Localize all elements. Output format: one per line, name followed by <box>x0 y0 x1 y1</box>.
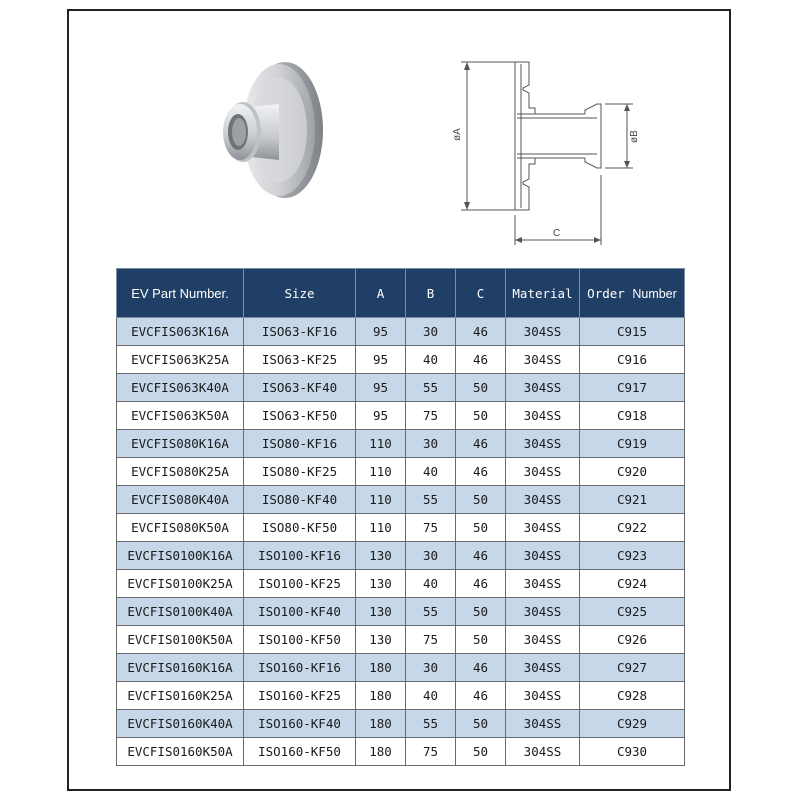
cell-part: EVCFIS080K16A <box>117 430 244 458</box>
cell-c: 50 <box>456 374 506 402</box>
dimension-a-label: øA <box>452 128 463 141</box>
table-row <box>117 374 685 402</box>
cell-part: EVCFIS080K25A <box>117 458 244 486</box>
cell-c: 46 <box>456 682 506 710</box>
cell-size: ISO100-KF40 <box>244 598 356 626</box>
table-row <box>117 486 685 514</box>
cell-material: 304SS <box>506 318 580 346</box>
technical-drawing <box>452 50 655 250</box>
cell-order: C926 <box>580 626 685 654</box>
cell-material: 304SS <box>506 598 580 626</box>
cell-c: 50 <box>456 514 506 542</box>
cell-size: ISO80-KF25 <box>244 458 356 486</box>
cell-order: C921 <box>580 486 685 514</box>
cell-size: ISO100-KF50 <box>244 626 356 654</box>
header-c: C <box>456 269 506 318</box>
cell-b: 75 <box>406 738 456 766</box>
cell-part: EVCFIS063K40A <box>117 374 244 402</box>
cell-size: ISO160-KF40 <box>244 710 356 738</box>
cell-size: ISO80-KF16 <box>244 430 356 458</box>
dimension-c-label: C <box>553 228 561 239</box>
header-size: Size <box>244 269 356 318</box>
cell-a: 130 <box>356 626 406 654</box>
table-row <box>117 542 685 570</box>
cell-b: 30 <box>406 430 456 458</box>
cell-a: 180 <box>356 654 406 682</box>
table-row <box>117 430 685 458</box>
table-row <box>117 346 685 374</box>
cell-b: 40 <box>406 570 456 598</box>
product-photo <box>205 60 330 210</box>
cell-b: 30 <box>406 542 456 570</box>
cell-order: C920 <box>580 458 685 486</box>
cell-part: EVCFIS0100K50A <box>117 626 244 654</box>
cell-b: 40 <box>406 682 456 710</box>
cell-c: 46 <box>456 542 506 570</box>
table-row <box>117 598 685 626</box>
cell-part: EVCFIS0100K25A <box>117 570 244 598</box>
cell-c: 46 <box>456 346 506 374</box>
cell-b: 75 <box>406 626 456 654</box>
cell-a: 95 <box>356 374 406 402</box>
cell-c: 50 <box>456 710 506 738</box>
table-row <box>117 710 685 738</box>
header-part-number: EV Part Number. <box>117 269 244 318</box>
cell-b: 40 <box>406 458 456 486</box>
cell-c: 50 <box>456 402 506 430</box>
cell-part: EVCFIS0160K16A <box>117 654 244 682</box>
cell-a: 130 <box>356 598 406 626</box>
cell-material: 304SS <box>506 738 580 766</box>
header-a: A <box>356 269 406 318</box>
cell-c: 46 <box>456 654 506 682</box>
cell-material: 304SS <box>506 458 580 486</box>
cell-a: 110 <box>356 430 406 458</box>
cell-a: 110 <box>356 486 406 514</box>
cell-order: C929 <box>580 710 685 738</box>
cell-c: 50 <box>456 598 506 626</box>
cell-part: EVCFIS0160K25A <box>117 682 244 710</box>
cell-order: C923 <box>580 542 685 570</box>
cell-c: 46 <box>456 430 506 458</box>
table-row <box>117 682 685 710</box>
cell-b: 30 <box>406 654 456 682</box>
cell-material: 304SS <box>506 402 580 430</box>
cell-c: 46 <box>456 458 506 486</box>
cell-size: ISO63-KF50 <box>244 402 356 430</box>
cell-c: 50 <box>456 738 506 766</box>
cell-b: 55 <box>406 598 456 626</box>
cell-part: EVCFIS063K16A <box>117 318 244 346</box>
cell-a: 95 <box>356 346 406 374</box>
cell-part: EVCFIS0160K50A <box>117 738 244 766</box>
cell-material: 304SS <box>506 710 580 738</box>
cell-size: ISO100-KF16 <box>244 542 356 570</box>
cell-b: 75 <box>406 514 456 542</box>
table-row <box>117 458 685 486</box>
cell-size: ISO160-KF25 <box>244 682 356 710</box>
cell-a: 130 <box>356 570 406 598</box>
cell-part: EVCFIS0100K40A <box>117 598 244 626</box>
cell-b: 55 <box>406 374 456 402</box>
cell-part: EVCFIS063K25A <box>117 346 244 374</box>
cell-b: 30 <box>406 318 456 346</box>
cell-order: C919 <box>580 430 685 458</box>
cell-a: 95 <box>356 402 406 430</box>
cell-order: C930 <box>580 738 685 766</box>
cell-size: ISO80-KF50 <box>244 514 356 542</box>
cell-material: 304SS <box>506 626 580 654</box>
cell-material: 304SS <box>506 430 580 458</box>
table-row <box>117 738 685 766</box>
header-material: Material <box>506 269 580 318</box>
cell-a: 180 <box>356 682 406 710</box>
cell-part: EVCFIS080K40A <box>117 486 244 514</box>
header-order-word: Order <box>587 285 625 301</box>
cell-order: C917 <box>580 374 685 402</box>
cell-order: C922 <box>580 514 685 542</box>
cell-c: 50 <box>456 486 506 514</box>
cell-part: EVCFIS0100K16A <box>117 542 244 570</box>
cell-material: 304SS <box>506 374 580 402</box>
cell-b: 75 <box>406 402 456 430</box>
cell-b: 40 <box>406 346 456 374</box>
cell-size: ISO63-KF25 <box>244 346 356 374</box>
cell-a: 130 <box>356 542 406 570</box>
table-row <box>117 654 685 682</box>
cell-size: ISO160-KF50 <box>244 738 356 766</box>
cell-a: 110 <box>356 514 406 542</box>
cell-c: 50 <box>456 626 506 654</box>
table-row <box>117 318 685 346</box>
cell-c: 46 <box>456 570 506 598</box>
cell-order: C927 <box>580 654 685 682</box>
cell-size: ISO63-KF40 <box>244 374 356 402</box>
table-row <box>117 626 685 654</box>
cell-order: C925 <box>580 598 685 626</box>
spec-table <box>116 268 685 766</box>
cell-a: 180 <box>356 710 406 738</box>
cell-a: 95 <box>356 318 406 346</box>
cell-c: 46 <box>456 318 506 346</box>
table-row <box>117 514 685 542</box>
cell-order: C915 <box>580 318 685 346</box>
cell-material: 304SS <box>506 514 580 542</box>
cell-material: 304SS <box>506 346 580 374</box>
cell-part: EVCFIS063K50A <box>117 402 244 430</box>
cell-material: 304SS <box>506 654 580 682</box>
cell-size: ISO100-KF25 <box>244 570 356 598</box>
cell-b: 55 <box>406 710 456 738</box>
cell-part: EVCFIS0160K40A <box>117 710 244 738</box>
header-number-word: Number <box>632 286 677 301</box>
cell-material: 304SS <box>506 486 580 514</box>
cell-order: C924 <box>580 570 685 598</box>
dimension-b-label: øB <box>629 130 640 143</box>
cell-material: 304SS <box>506 542 580 570</box>
cell-order: C928 <box>580 682 685 710</box>
cell-size: ISO80-KF40 <box>244 486 356 514</box>
cell-material: 304SS <box>506 570 580 598</box>
header-b: B <box>406 269 456 318</box>
cell-material: 304SS <box>506 682 580 710</box>
cell-order: C916 <box>580 346 685 374</box>
cell-part: EVCFIS080K50A <box>117 514 244 542</box>
cell-size: ISO160-KF16 <box>244 654 356 682</box>
cell-a: 180 <box>356 738 406 766</box>
header-order-number <box>580 269 685 318</box>
table-header-row <box>117 269 685 318</box>
cell-a: 110 <box>356 458 406 486</box>
cell-size: ISO63-KF16 <box>244 318 356 346</box>
cell-b: 55 <box>406 486 456 514</box>
cell-order: C918 <box>580 402 685 430</box>
table-row <box>117 402 685 430</box>
table-row <box>117 570 685 598</box>
